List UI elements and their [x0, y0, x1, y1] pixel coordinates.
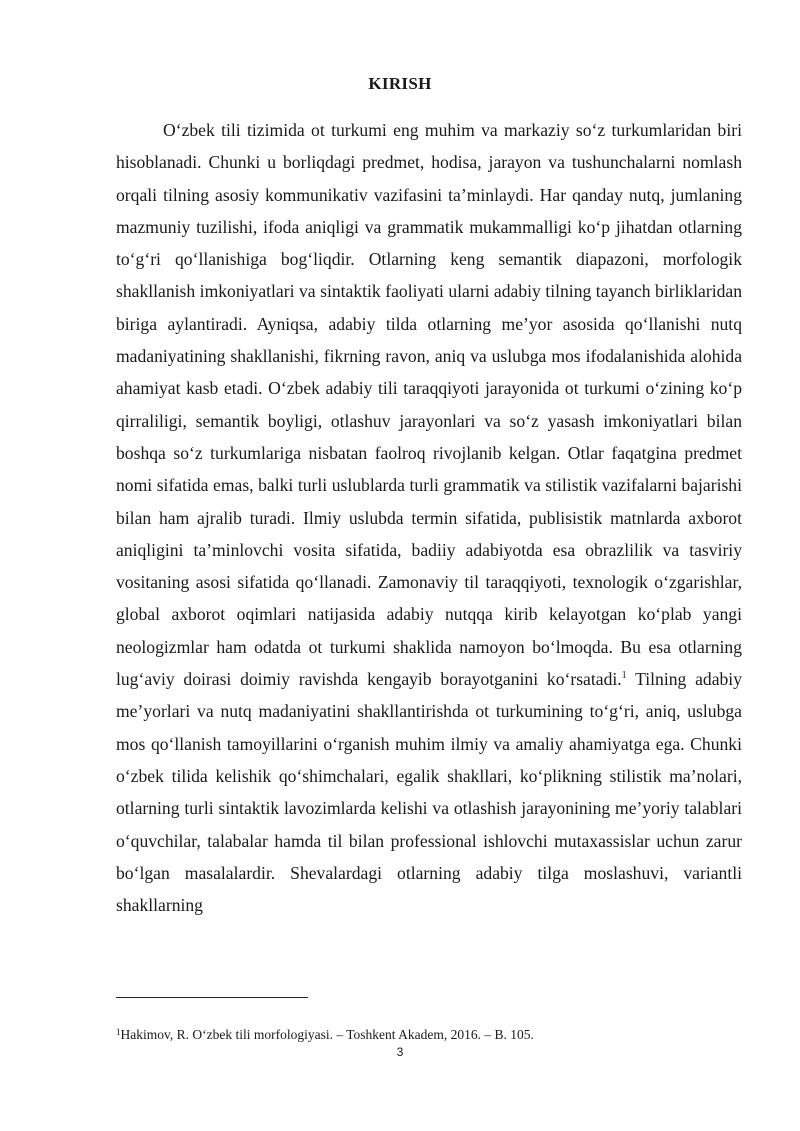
footnote-separator — [116, 997, 308, 998]
paragraph-text-part2: Tilning adabiy me’yorlari va nutq madaniyatini shakllantirishda ot turkumining to‘g‘ri, aniq, uslubga mos qo‘llanish tamoyillarini o‘rganish muhim ilmiy va amaliy ahamiyatga ega. Chunki o‘zbek tilida kelishik qo‘shimchalari, egalik shakllari, ko‘plikning stilistik ma’nolari, otlarning turli sintaktik lavozimlarda kelishi va otlashish jarayonining me’yoriy talablari o‘quvchilar, talabalar hamda til bilan professional ishlovchi mutaxassislar uchun zarur bo‘lgan masalalardir. Shevalardagi otlarning adabiy tilga moslashuvi, variantli shakllarning — [116, 669, 742, 916]
footnote — [116, 1027, 742, 1043]
body-paragraph — [116, 114, 742, 921]
paragraph-text-part1: O‘zbek tili tizimida ot turkumi eng muhim va markaziy so‘z turkumlaridan biri hisoblanadi. Chunki u borliqdagi predmet, hodisa, jarayon va tushunchalarni nomlash orqali tilning asosiy kommunikativ vazifasini ta’minlaydi. Har qanday nutq, jumlaning mazmuniy tuzilishi, ifoda aniqligi va grammatik mukammalligi ko‘p jihatdan otlarning to‘g‘ri qo‘llanishiga bog‘liqdir. Otlarning keng semantik diapazoni, morfologik shakllanish imkoniyatlari va sintaktik faoliyati ularni adabiy tilning tayanch birliklaridan biriga aylantiradi. Ayniqsa, adabiy tilda otlarning me’yor asosida qo‘llanishi nutq madaniyatining shakllanishi, fikrning ravon, aniq va uslubga mos ifodalanishida alohida ahamiyat kasb etadi. O‘zbek adabiy tili taraqqiyoti jarayonida ot turkumi o‘zining ko‘p qirraliligi, semantik boyligi, otlashuv jarayonlari va so‘z yasash imkoniyatlari bilan boshqa so‘z turkumlariga nisbatan faolroq rivojlanib kelgan. Otlar faqatgina predmet nomi sifatida emas, balki turli uslublarda turli grammatik va stilistik vazifalarni bajarishi bilan ham ajralib turadi. Ilmiy uslubda termin sifatida, publisistik matnlarda axborot aniqligini ta’minlovchi vosita sifatida, badiiy adabiyotda esa obrazlilik va tasviriy vositaning asosi sifatida qo‘llanadi. Zamonaviy til taraqqiyoti, texnologik o‘zgarishlar, global axborot oqimlari natijasida adabiy nutqqa kirib kelayotgan ko‘plab yangi neologizmlar ham odatda ot turkumi shaklida namoyon bo‘lmoqda. Bu esa otlarning lug‘aviy doirasi doimiy ravishda kengayib borayotganini ko‘rsatadi. — [116, 120, 742, 690]
page-number: 3 — [396, 1045, 404, 1059]
section-heading: KIRISH — [368, 74, 432, 93]
footnote-text: Hakimov, R. O‘zbek tili morfologiyasi. – Toshkent Akadem, 2016. – B. 105. — [120, 1027, 534, 1042]
footnote-marker: 1 — [116, 1027, 121, 1037]
footnote-reference[interactable]: 1 — [621, 670, 627, 682]
